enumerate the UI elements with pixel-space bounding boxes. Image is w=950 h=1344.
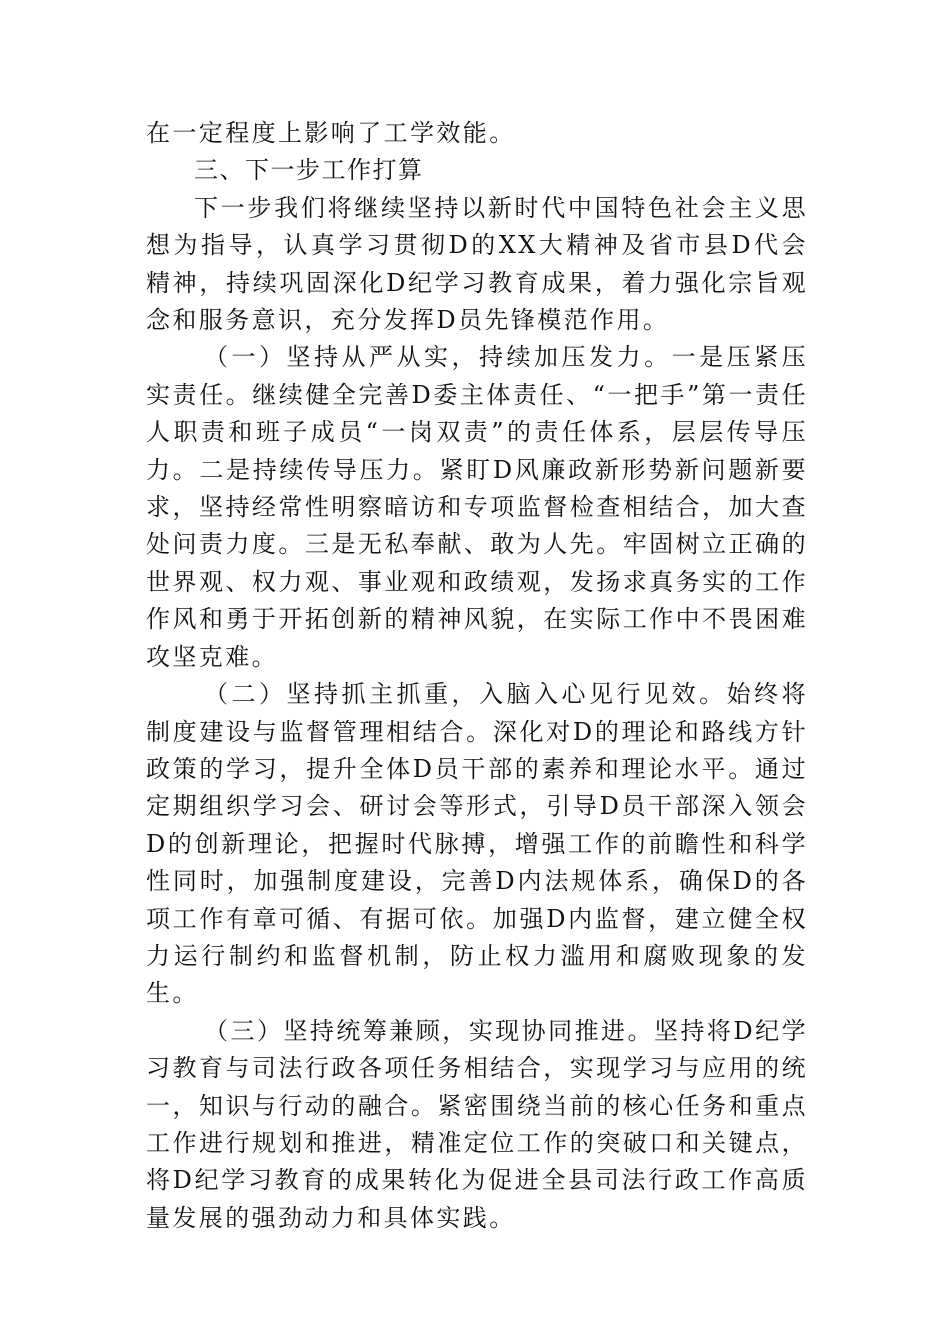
document-body xyxy=(146,115,808,1237)
section-heading-next-steps: 三、下一步工作打算 xyxy=(194,156,424,185)
paragraph-intro: 下一步我们将继续坚持以新时代中国特色社会主义思想为指导，认真学习贯彻D的XX大精神及省市县D代会精神，持续巩固深化D纪学习教育成果，着力强化宗旨观念和服务意识，充分发挥D员先锋模范作用。 xyxy=(146,193,808,335)
paragraph-item-1: （一）坚持从严从实，持续加压发力。一是压紧压实责任。继续健全完善D委主体责任、“一把手”第一责任人职责和班子成员“一岗双责”的责任体系，层层传导压力。二是持续传导压力。紧盯D风廉政新形势新问题新要求，坚持经常性明察暗访和专项监督检查相结合，加大查处问责力度。三是无私奉献、敢为人先。牢固树立正确的世界观、权力观、事业观和政绩观，发扬求真务实的工作作风和勇于开拓创新的精神风貌，在实际工作中不畏困难攻坚克难。 xyxy=(146,343,808,671)
paragraph-continuation: 在一定程度上影响了工学效能。 xyxy=(146,119,516,147)
paragraph-item-2: （二）坚持抓主抓重，入脑入心见行见效。始终将制度建设与监督管理相结合。深化对D的理论和路线方针政策的学习，提升全体D员干部的素养和理论水平。通过定期组织学习会、研讨会等形式，引导D员干部深入领会D的创新理论，把握时代脉搏，增强工作的前瞻性和科学性同时，加强制度建设，完善D内法规体系，确保D的各项工作有章可循、有据可依。加强D内监督，建立健全权力运行制约和监督机制，防止权力滥用和腐败现象的发生。 xyxy=(146,680,808,1008)
paragraph-item-3: （三）坚持统筹兼顾，实现协同推进。坚持将D纪学习教育与司法行政各项任务相结合，实现学习与应用的统一，知识与行动的融合。紧密围绕当前的核心任务和重点工作进行规划和推进，精准定位工作的突破口和关键点，将D纪学习教育的成果转化为促进全县司法行政工作高质量发展的强劲动力和具体实践。 xyxy=(146,1016,808,1232)
